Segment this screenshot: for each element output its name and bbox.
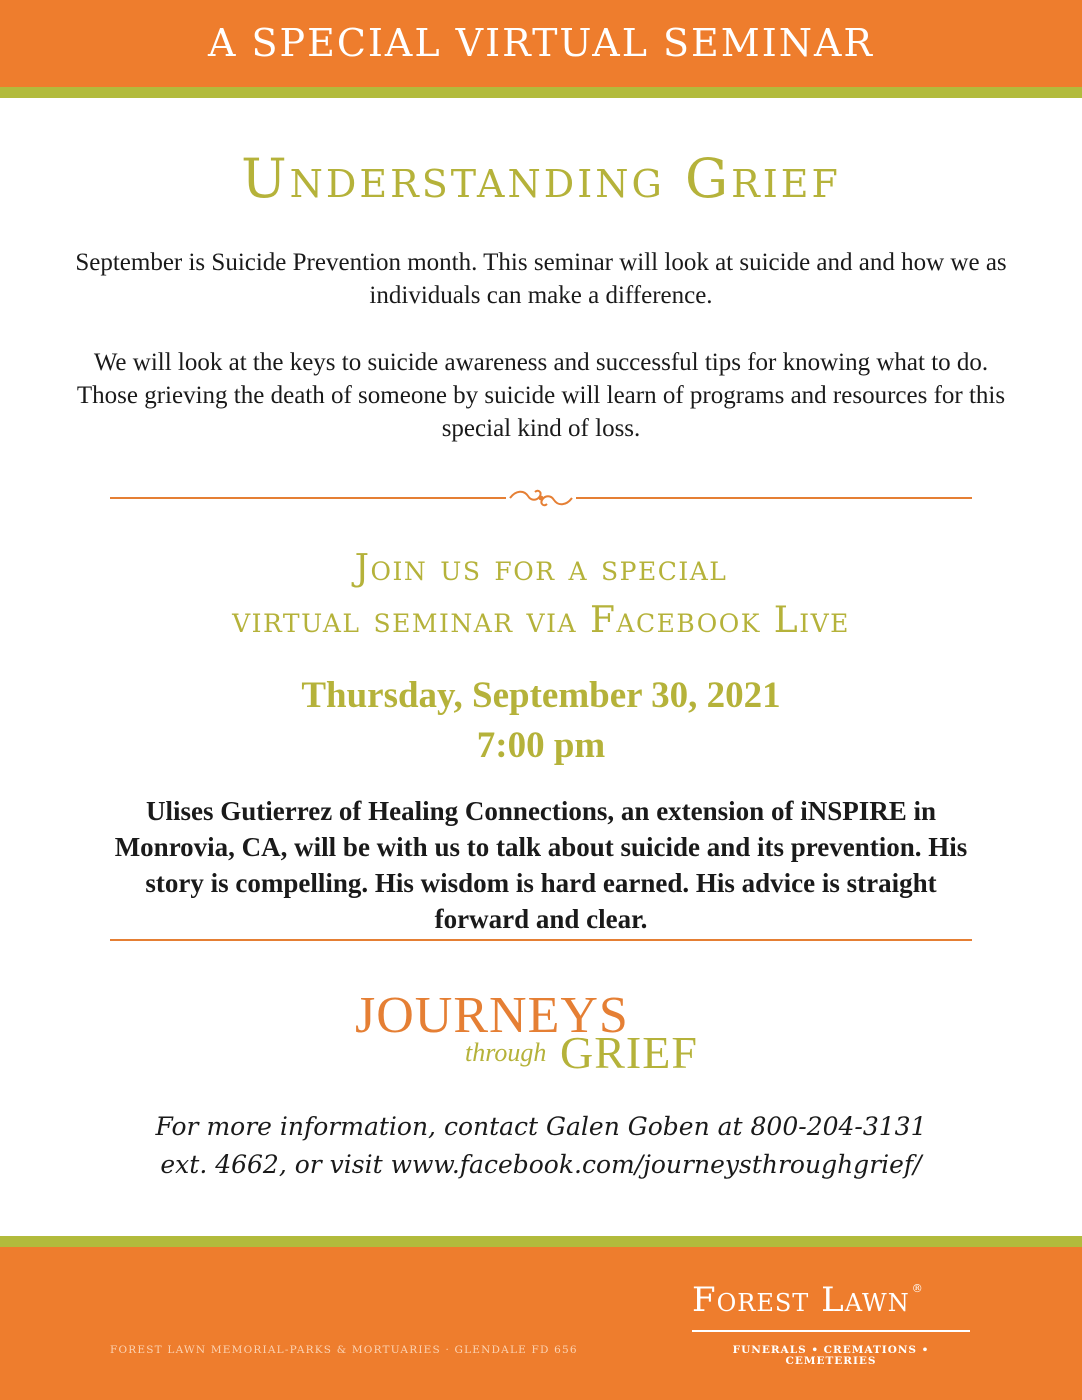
forest-lawn-services: FUNERALS • CREMATIONS • CEMETERIES	[732, 1344, 930, 1367]
event-datetime	[0, 671, 1082, 771]
journeys-through-grief-logo	[355, 987, 730, 1082]
join-line-1: Join us for a special	[354, 548, 728, 589]
page-title: Understanding Grief	[241, 147, 841, 210]
event-time: 7:00 pm	[476, 725, 606, 766]
event-date: Thursday, September 30, 2021	[301, 675, 781, 716]
logo-journeys: JOURNEYS	[355, 987, 629, 1044]
contact-line-2: ext. 4662, or visit www.facebook.com/journeysthroughgrief/	[160, 1150, 922, 1179]
contact-info	[60, 1108, 1022, 1184]
registered-mark: ®	[911, 1282, 924, 1295]
join-line-2: virtual seminar via Facebook Live	[232, 600, 850, 641]
footer-legal: FOREST LAWN MEMORIAL-PARKS & MORTUARIES · GLENDALE FD 656	[110, 1344, 578, 1356]
logo-grief: GRIEF	[560, 1027, 698, 1078]
intro-paragraph-2: We will look at the keys to suicide awareness and successful tips for knowing what to do. Those grieving the death of someone by suicide will learn of programs and resources for this special kind of loss.	[76, 349, 1006, 442]
speaker-paragraph: Ulises Gutierrez of Healing Connections, an extension of iNSPIRE in Monrovia, CA, will be with us to talk about suicide and its prevention. His story is compelling. His wisdom is hard earned. His advice is straight forward and clear.	[114, 796, 968, 934]
banner-title: A SPECIAL VIRTUAL SEMINAR	[207, 21, 875, 65]
logo-through: through	[465, 1038, 547, 1067]
forest-lawn-rule	[692, 1330, 970, 1332]
top-green-stripe	[0, 87, 1082, 98]
forest-lawn-logo	[692, 1280, 924, 1320]
join-heading	[0, 543, 1082, 647]
divider-bottom	[110, 939, 972, 941]
bottom-green-stripe	[0, 1236, 1082, 1247]
contact-line-1: For more information, contact Galen Goben at 800-204-3131	[155, 1112, 927, 1141]
intro-paragraph-1: September is Suicide Prevention month. This seminar will look at suicide and and how we as individuals can make a difference.	[75, 249, 1007, 309]
forest-lawn-name: Forest Lawn	[692, 1280, 910, 1320]
footer-band	[0, 1247, 1082, 1400]
flourish-ornament-icon	[506, 484, 576, 512]
